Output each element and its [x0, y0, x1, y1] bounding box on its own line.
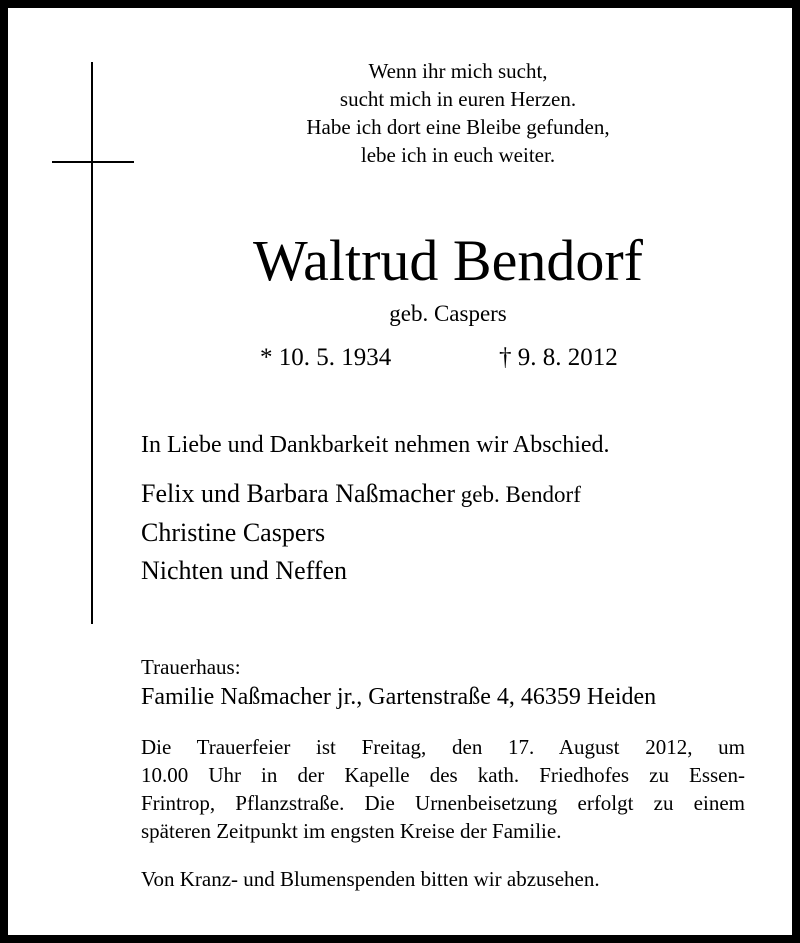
mourner-note: geb. Bendorf [455, 482, 581, 507]
mourner-entry [141, 475, 581, 514]
mourner-name: Christine Caspers [141, 518, 326, 547]
mourner-name: Nichten und Neffen [141, 556, 348, 585]
mourning-house-label: Trauerhaus: [141, 655, 241, 679]
mourners-list [141, 475, 581, 590]
poem-line: sucht mich in euren Herzen. [339, 87, 577, 111]
service-line: Frintrop, Pflanzstraße. Die Urnenbeisetzung erfolgt zu einem [141, 791, 745, 815]
service-details [141, 733, 745, 845]
mourner-name: Felix und Barbara Naßmacher [141, 479, 456, 508]
mourner-entry [141, 514, 581, 552]
farewell-text: In Liebe und Dankbarkeit nehmen wir Abschied. [141, 432, 610, 458]
birth-date: * 10. 5. 1934 [260, 344, 392, 371]
poem-line: Habe ich dort eine Bleibe gefunden, [306, 115, 610, 139]
poem-line: Wenn ihr mich sucht, [368, 59, 548, 83]
death-date: † 9. 8. 2012 [499, 344, 618, 371]
flowers-note: Von Kranz- und Blumenspenden bitten wir abzusehen. [141, 867, 600, 891]
service-line: späteren Zeitpunkt im engsten Kreise der Familie. [141, 819, 562, 843]
service-line: Die Trauerfeier ist Freitag, den 17. August 2012, um [141, 735, 745, 759]
service-line: 10.00 Uhr in der Kapelle des kath. Friedhofes zu Essen- [141, 763, 745, 787]
birth-name: geb. Caspers [389, 301, 507, 326]
mourning-house-address: Familie Naßmacher jr., Gartenstraße 4, 46359 Heiden [141, 684, 657, 710]
poem-line: lebe ich in euch weiter. [360, 143, 556, 167]
mourner-entry [141, 552, 581, 590]
cross-icon-horizontal [52, 161, 134, 163]
cross-icon-vertical [91, 62, 93, 624]
deceased-name: Waltrud Bendorf [253, 228, 643, 293]
memorial-poem [178, 57, 738, 169]
